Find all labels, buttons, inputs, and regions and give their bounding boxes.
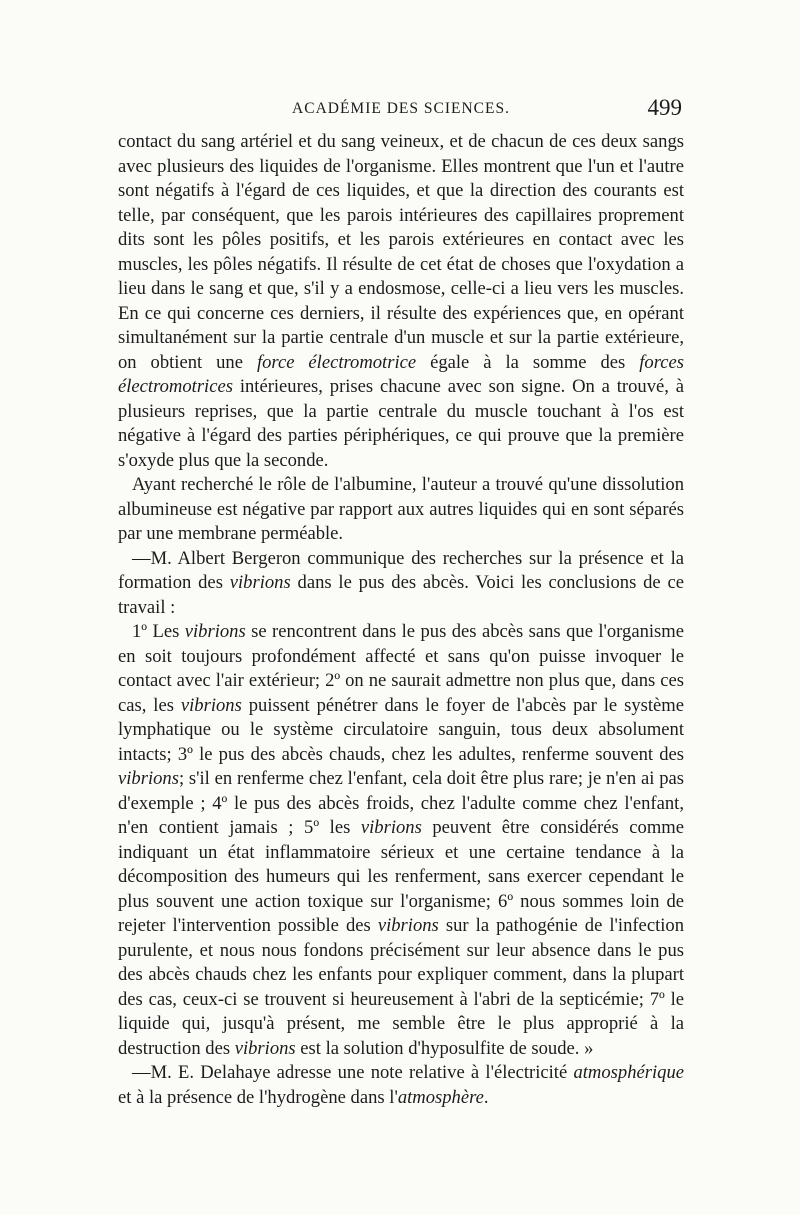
paragraph-1 <box>118 130 684 473</box>
text-run: dans le pus des abcès. Voici les conclusions de ce travail : <box>118 572 685 618</box>
text-run: est la solution d'hyposulfite de soude. » <box>295 1037 594 1059</box>
text-run: ; s'il en renferme chez l'enfant, cela doit être plus rare; je n'en ai pas d'exemple ; 4º le pus des abcès froids, chez l'adulte comme chez l'enfant, n'en contient jamais ; 5º les <box>118 768 684 838</box>
paragraph-4 <box>118 620 684 1061</box>
text-run: égale à la somme des <box>416 351 640 373</box>
italic-term: atmosphère <box>397 1086 484 1108</box>
italic-term: vibrions <box>184 621 246 642</box>
text-run: —M. Albert Bergeron communique des recherches sur la présence et la formation des <box>118 547 684 593</box>
paragraph-5 <box>118 1061 684 1110</box>
italic-term: vibrions <box>118 768 179 789</box>
page-header <box>118 95 684 128</box>
italic-term: vibrions <box>180 694 242 716</box>
text-run: puissent pénétrer dans le foyer de l'abcès par le système lymphatique ou le système circulatoire sanguin, tous deux absolument intacts; 3º le pus des abcès chauds, chez les adultes, renferme souvent des <box>118 694 684 765</box>
italic-term: atmosphérique <box>573 1062 684 1083</box>
text-run: se rencontrent dans le pus des abcès sans que l'organisme en soit toujours profondément affecté et sans qu'on puisse invoquer le contact avec l'air extérieur; 2º on ne saurait admettre non plus que, dans ces cas, les <box>118 621 684 716</box>
italic-term: vibrions <box>229 572 291 593</box>
body-text <box>118 130 684 1110</box>
text-run: . <box>483 1086 489 1108</box>
text-run: sur la pathogénie de l'infection purulente, et nous nous fondons précisément sur leur absence dans le pus des abcès chauds chez les enfants pour expliquer comment, dans la plupart des cas, ceux-ci se trouvent si heureusement à l'abri de la septicémie; 7º le liquide qui, jusqu'à présent, me semble être le plus approprié à la destruction des <box>118 915 684 1059</box>
paragraph-2: Ayant recherché le rôle de l'albumine, l'auteur a trouvé qu'une dissolution albumineuse est négative par rapport aux autres liquides qui en sont séparés par une membrane perméable. <box>118 474 684 544</box>
italic-term: force électromotrice <box>256 351 417 373</box>
text-run: intérieures, prises chacune avec son signe. On a trouvé, à plusieurs reprises, que la partie centrale du muscle touchant à l'os est négative à l'égard des parties périphériques, ce qui prouve que la première s'oxyde plus que la seconde. <box>118 376 684 471</box>
italic-term: vibrions <box>377 915 439 936</box>
italic-term: forces électromotrices <box>118 351 684 397</box>
italic-term: vibrions <box>234 1037 296 1059</box>
paragraph-3 <box>118 547 684 621</box>
italic-term: vibrions <box>360 817 422 838</box>
text-run: 1º Les <box>132 621 185 642</box>
text-run: peuvent être considérés comme indiquant un état inflammatoire sérieux et une certaine tendance à la décomposition des humeurs qui les renferment, sans exercer cependant le plus souvent une action toxique sur l'organisme; 6º nous sommes loin de rejeter l'intervention possible des <box>118 817 684 936</box>
text-run: contact du sang artériel et du sang veineux, et de chacun de ces deux sangs avec plusieurs des liquides de l'organisme. Elles montrent que l'un et l'autre sont négatifs à l'égard de ces liquides, et que la direction des courants est telle, par conséquent, que les parois intérieures des capillaires proprement dits sont les pôles positifs, et les parois extérieures en contact avec les muscles, les pôles négatifs. Il résulte de cet état de choses que l'oxydation a lieu dans le sang et que, s'il y a endosmose, celle-ci a lieu vers les muscles. En ce qui concerne ces derniers, il résulte des expériences que, en opérant simultanément sur la partie centrale d'un muscle et sur la partie extérieure, on obtient une <box>118 131 684 373</box>
text-run: et à la présence de l'hydrogène dans l' <box>118 1086 398 1108</box>
text-run: —M. E. Delahaye adresse une note relative à l'électricité <box>132 1062 574 1083</box>
running-head: ACADÉMIE DES SCIENCES. <box>292 100 510 117</box>
page-number: 499 <box>647 95 682 120</box>
